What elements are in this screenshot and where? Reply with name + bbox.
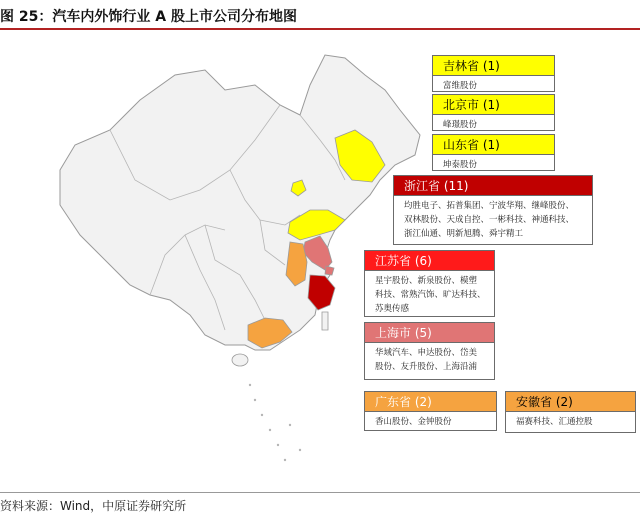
box-guangdong-companies: 香山股份、金钟股份: [375, 417, 452, 427]
box-jilin-companies: 富维股份: [443, 81, 478, 91]
box-anhui: [505, 391, 636, 433]
province-anhui: [286, 242, 307, 286]
source-note: [0, 492, 640, 515]
box-shanghai-companies: 华域汽车、申达股份、岱美 股份、友升股份、上海沿浦: [375, 348, 478, 372]
south-sea-islands: [249, 384, 301, 461]
box-shandong: [432, 134, 555, 171]
box-jiangsu: [364, 250, 495, 317]
box-zhejiang: [393, 175, 593, 245]
box-beijing-header: 北京市 (1): [433, 95, 554, 115]
box-anhui-companies: 福赛科技、汇通控股: [516, 417, 593, 427]
box-jilin: [432, 55, 555, 92]
box-jilin-header: 吉林省 (1): [433, 56, 554, 76]
figure-title: [0, 0, 640, 30]
province-taiwan: [322, 312, 328, 330]
box-shandong-header: 山东省 (1): [433, 135, 554, 155]
box-beijing: [432, 94, 555, 131]
province-shanghai: [325, 266, 334, 275]
box-shandong-companies: 坤泰股份: [443, 160, 478, 170]
box-guangdong-header: 广东省 (2): [365, 392, 496, 412]
box-beijing-companies: 峰璟股份: [443, 120, 478, 130]
box-shanghai-header: 上海市 (5): [365, 323, 494, 343]
box-anhui-header: 安徽省 (2): [506, 392, 635, 412]
figure-title-text: 图 25：汽车内外饰行业 A 股上市公司分布地图: [0, 9, 297, 25]
box-zhejiang-header: 浙江省 (11): [394, 176, 592, 196]
box-zhejiang-companies: 均胜电子、拓普集团、宁波华翔、继峰股份、 双林股份、天成自控、一彬科技、神通科技、 浙江仙通、明新旭腾、舜宇精工: [404, 201, 575, 239]
source-note-text: 资料来源：Wind，中原证券研究所: [0, 499, 187, 513]
box-guangdong: [364, 391, 497, 431]
box-shanghai: [364, 322, 495, 380]
box-jiangsu-header: 江苏省 (6): [365, 251, 494, 271]
box-jiangsu-companies: 星宇股份、新泉股份、模塑 科技、常熟汽饰、旷达科技、 苏奥传感: [375, 276, 486, 314]
province-hainan: [232, 354, 248, 366]
